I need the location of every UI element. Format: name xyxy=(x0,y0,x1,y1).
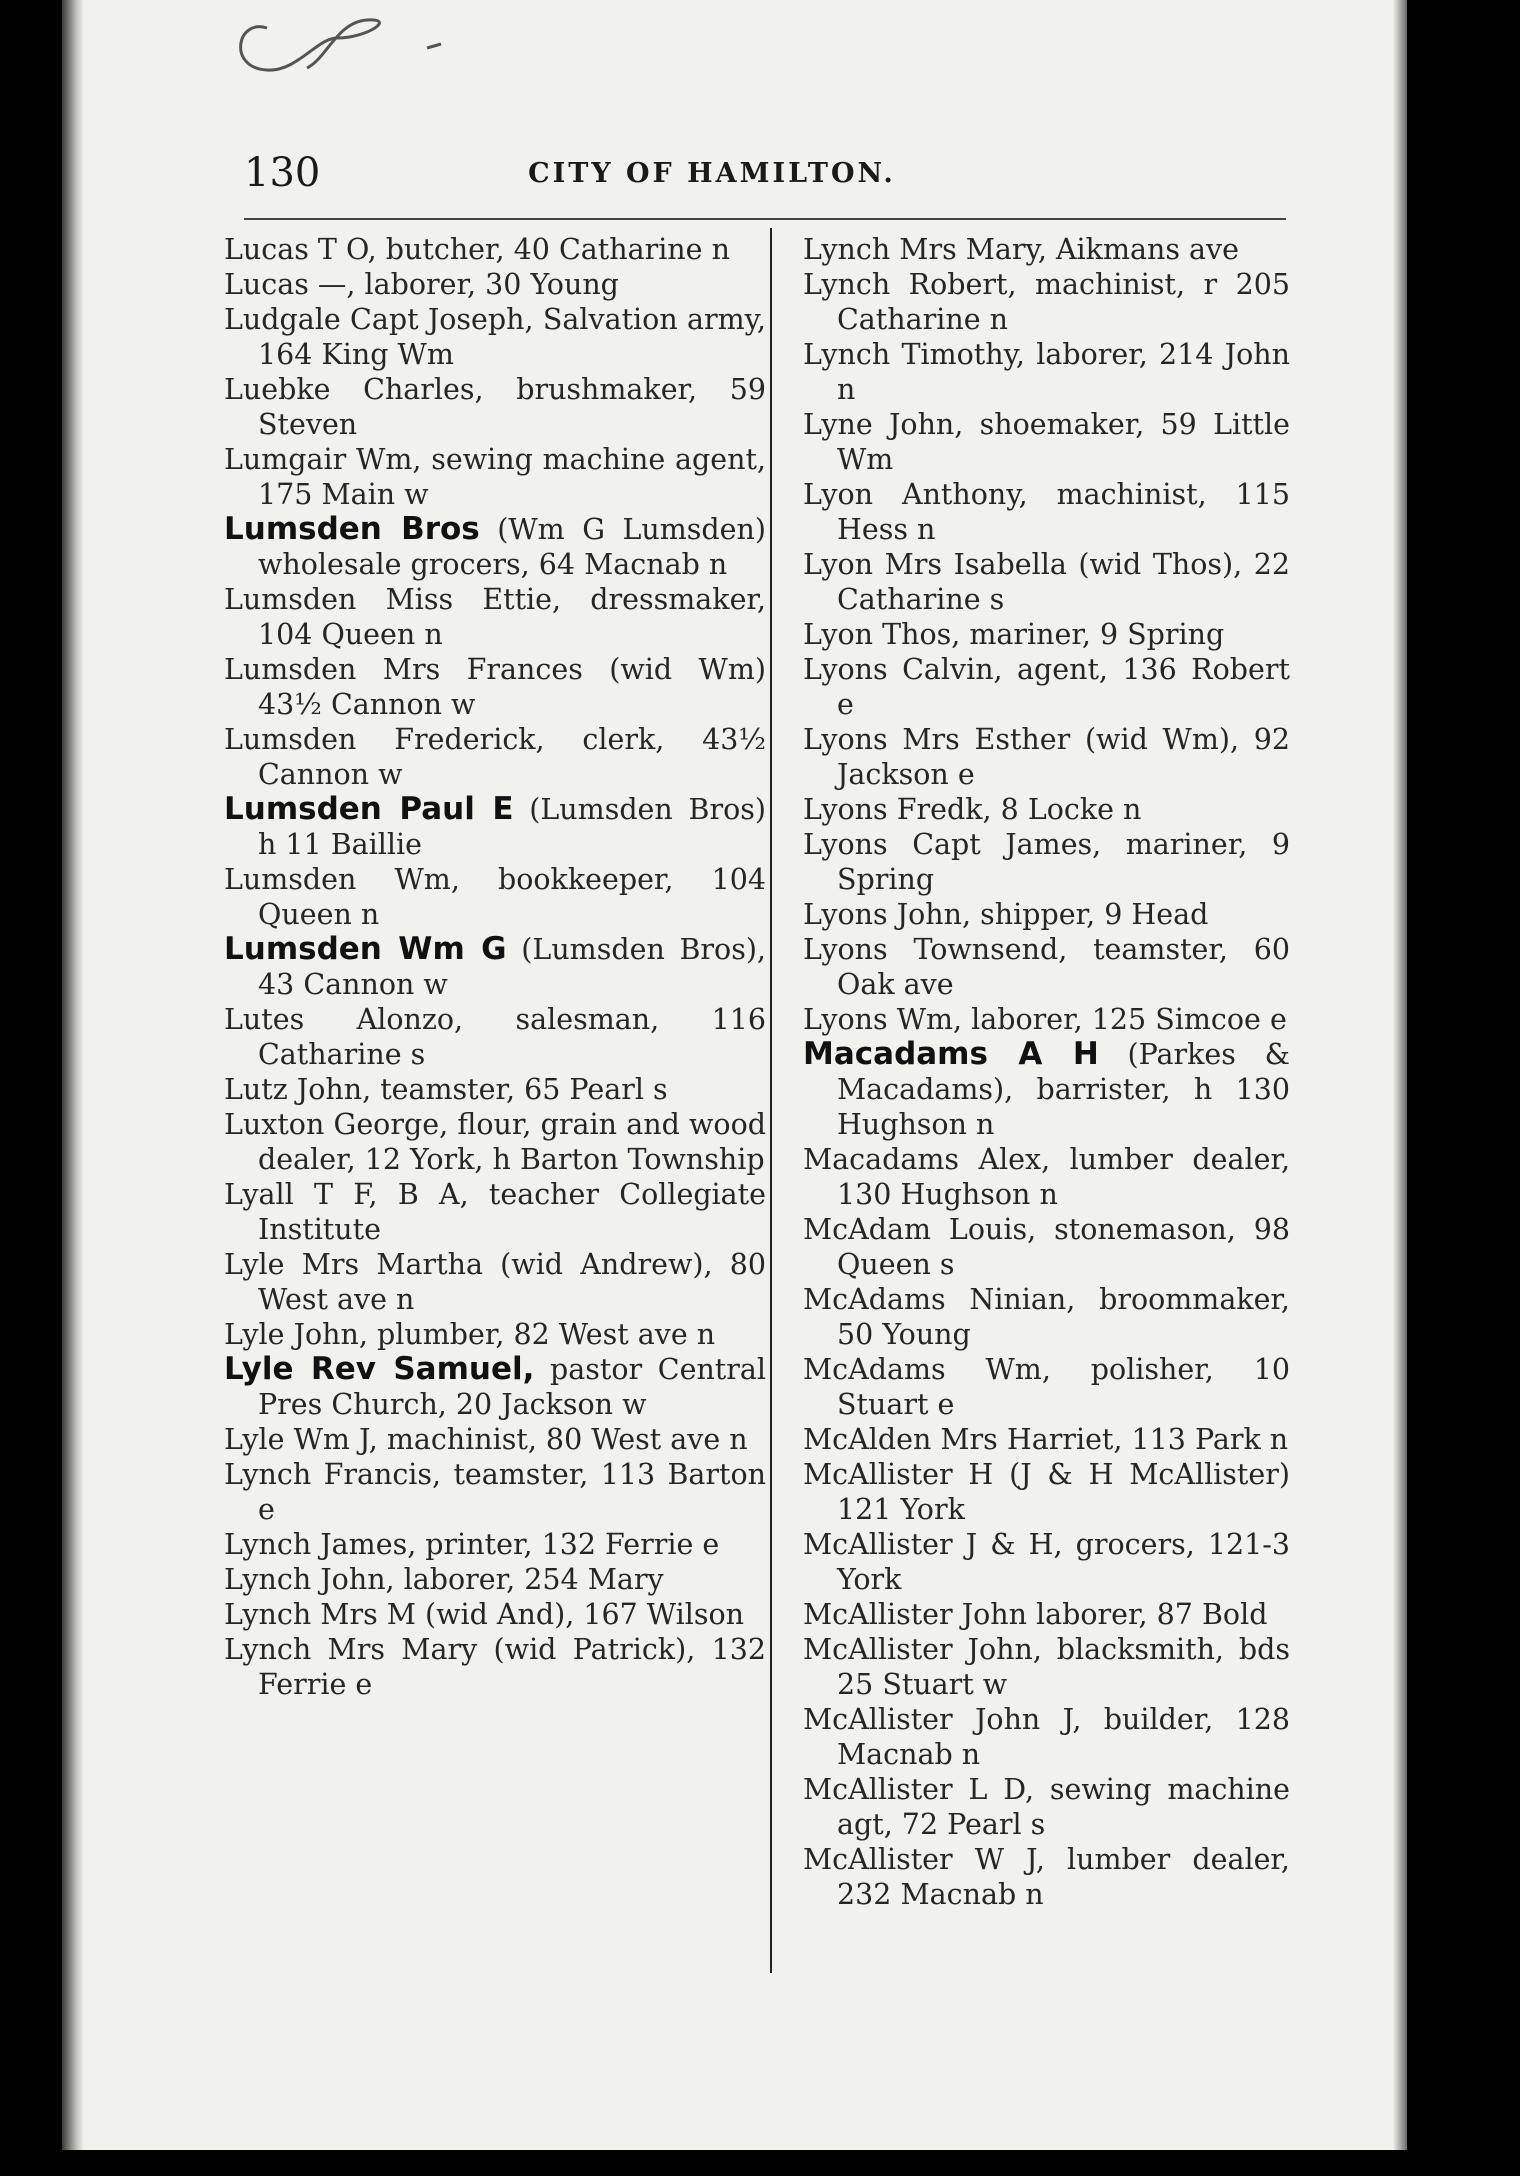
directory-entry: Lynch James, printer, 132 Ferrie e xyxy=(224,1528,720,1561)
directory-entry-bold: Lyle Rev Samuel, pastor Central Pres Church, 20 Jackson w xyxy=(224,1351,766,1421)
directory-entry: Lumsden Miss Ettie, dressmaker, 104 Queen n xyxy=(224,583,766,651)
directory-entry: Lyons Fredk, 8 Locke n xyxy=(803,793,1142,826)
directory-entry: Lyle Mrs Martha (wid Andrew), 80 West ave n xyxy=(224,1248,766,1316)
directory-entry: Lyon Thos, mariner, 9 Spring xyxy=(803,618,1225,651)
directory-entry: McAdams Ninian, broommaker, 50 Young xyxy=(803,1283,1290,1351)
directory-entry-bold: Macadams A H (Parkes & Macadams), barrister, h 130 Hughson n xyxy=(803,1036,1290,1141)
directory-entry: McAdams Wm, polisher, 10 Stuart e xyxy=(803,1353,1290,1421)
directory-entry: Lyne John, shoemaker, 59 Little Wm xyxy=(803,408,1290,476)
directory-entry: Luxton George, flour, grain and wood dealer, 12 York, h Barton Township xyxy=(224,1108,766,1176)
directory-entry: Lutes Alonzo, salesman, 116 Catharine s xyxy=(224,1003,766,1071)
running-head: CITY OF HAMILTON. xyxy=(528,158,896,189)
left-column xyxy=(224,232,766,1702)
directory-entry: McAdam Louis, stonemason, 98 Queen s xyxy=(803,1213,1290,1281)
directory-entry: McAllister L D, sewing machine agt, 72 Pearl s xyxy=(803,1773,1290,1841)
directory-entry: Lyle Wm J, machinist, 80 West ave n xyxy=(224,1423,748,1456)
directory-entry: Lynch Francis, teamster, 113 Barton e xyxy=(224,1458,766,1526)
directory-entry: Lyons Wm, laborer, 125 Simcoe e xyxy=(803,1003,1287,1036)
directory-entry: Lynch Mrs Mary (wid Patrick), 132 Ferrie e xyxy=(224,1633,766,1701)
directory-entry: McAllister H (J & H McAllister) 121 York xyxy=(803,1458,1290,1526)
directory-entry: McAllister John J, builder, 128 Macnab n xyxy=(803,1703,1290,1771)
page-edge-shadow xyxy=(1393,0,1407,2150)
directory-entry: McAllister W J, lumber dealer, 232 Macnab n xyxy=(803,1843,1290,1911)
directory-entry: Lyons Capt James, mariner, 9 Spring xyxy=(803,828,1290,896)
directory-entry: Lucas T O, butcher, 40 Catharine n xyxy=(224,233,730,266)
directory-entry: Lumsden Mrs Frances (wid Wm) 43½ Cannon w xyxy=(224,653,766,721)
header-rule xyxy=(244,218,1286,220)
directory-entry: Lyon Anthony, machinist, 115 Hess n xyxy=(803,478,1290,546)
directory-entry: McAlden Mrs Harriet, 113 Park n xyxy=(803,1423,1289,1456)
directory-entry: Lyle John, plumber, 82 West ave n xyxy=(224,1318,716,1351)
scanned-page xyxy=(62,0,1407,2150)
directory-entry-bold: Lumsden Wm G (Lumsden Bros), 43 Cannon w xyxy=(224,931,766,1001)
directory-entry: Lynch Mrs Mary, Aikmans ave xyxy=(803,233,1239,266)
page-header xyxy=(244,150,1286,200)
directory-entry: Lutz John, teamster, 65 Pearl s xyxy=(224,1073,668,1106)
directory-entry: Lynch Robert, machinist, r 205 Catharine n xyxy=(803,268,1290,336)
directory-entry: Lyons Townsend, teamster, 60 Oak ave xyxy=(803,933,1290,1001)
directory-entry: Lumsden Wm, bookkeeper, 104 Queen n xyxy=(224,863,766,931)
entry-name: Lyle Rev Samuel, xyxy=(224,1351,535,1387)
entry-name: Lumsden Paul E xyxy=(224,791,514,827)
directory-entry-bold: Lumsden Paul E (Lumsden Bros) h 11 Baillie xyxy=(224,791,767,861)
directory-entry: Lucas —, laborer, 30 Young xyxy=(224,268,619,301)
directory-entry: McAllister J & H, grocers, 121-3 York xyxy=(803,1528,1290,1596)
directory-entry: Lyons Mrs Esther (wid Wm), 92 Jackson e xyxy=(803,723,1290,791)
directory-entry: McAllister John, blacksmith, bds 25 Stuart w xyxy=(803,1633,1290,1701)
pencil-scribble-mark xyxy=(227,8,447,88)
entry-name: Lumsden Wm G xyxy=(224,931,507,967)
directory-entry: Lumsden Frederick, clerk, 43½ Cannon w xyxy=(224,723,766,791)
column-divider xyxy=(770,228,772,1973)
directory-entry: Lynch Timothy, laborer, 214 John n xyxy=(803,338,1290,406)
page-number: 130 xyxy=(244,150,321,196)
directory-entry: Lyons Calvin, agent, 136 Robert e xyxy=(803,653,1290,721)
directory-entry: Lyall T F, B A, teacher Collegiate Institute xyxy=(224,1178,766,1246)
directory-entry: Lyons John, shipper, 9 Head xyxy=(803,898,1209,931)
directory-entry: Lumgair Wm, sewing machine agent, 175 Main w xyxy=(224,443,766,511)
entry-name: Macadams A H xyxy=(803,1036,1099,1072)
directory-entry-bold: Lumsden Bros (Wm G Lumsden) wholesale grocers, 64 Macnab n xyxy=(224,511,766,581)
directory-entry: Macadams Alex, lumber dealer, 130 Hughson n xyxy=(803,1143,1290,1211)
directory-entry: Lyon Mrs Isabella (wid Thos), 22 Catharine s xyxy=(803,548,1290,616)
page-spine-shadow xyxy=(62,0,84,2150)
directory-entry: McAllister John laborer, 87 Bold xyxy=(803,1598,1268,1631)
directory-entry: Lynch John, laborer, 254 Mary xyxy=(224,1563,664,1596)
directory-entry: Lynch Mrs M (wid And), 167 Wilson xyxy=(224,1598,744,1631)
right-column xyxy=(803,232,1290,1912)
directory-entry: Ludgale Capt Joseph, Salvation army, 164 King Wm xyxy=(224,303,766,371)
entry-name: Lumsden Bros xyxy=(224,511,480,547)
directory-entry: Luebke Charles, brushmaker, 59 Steven xyxy=(224,373,766,441)
